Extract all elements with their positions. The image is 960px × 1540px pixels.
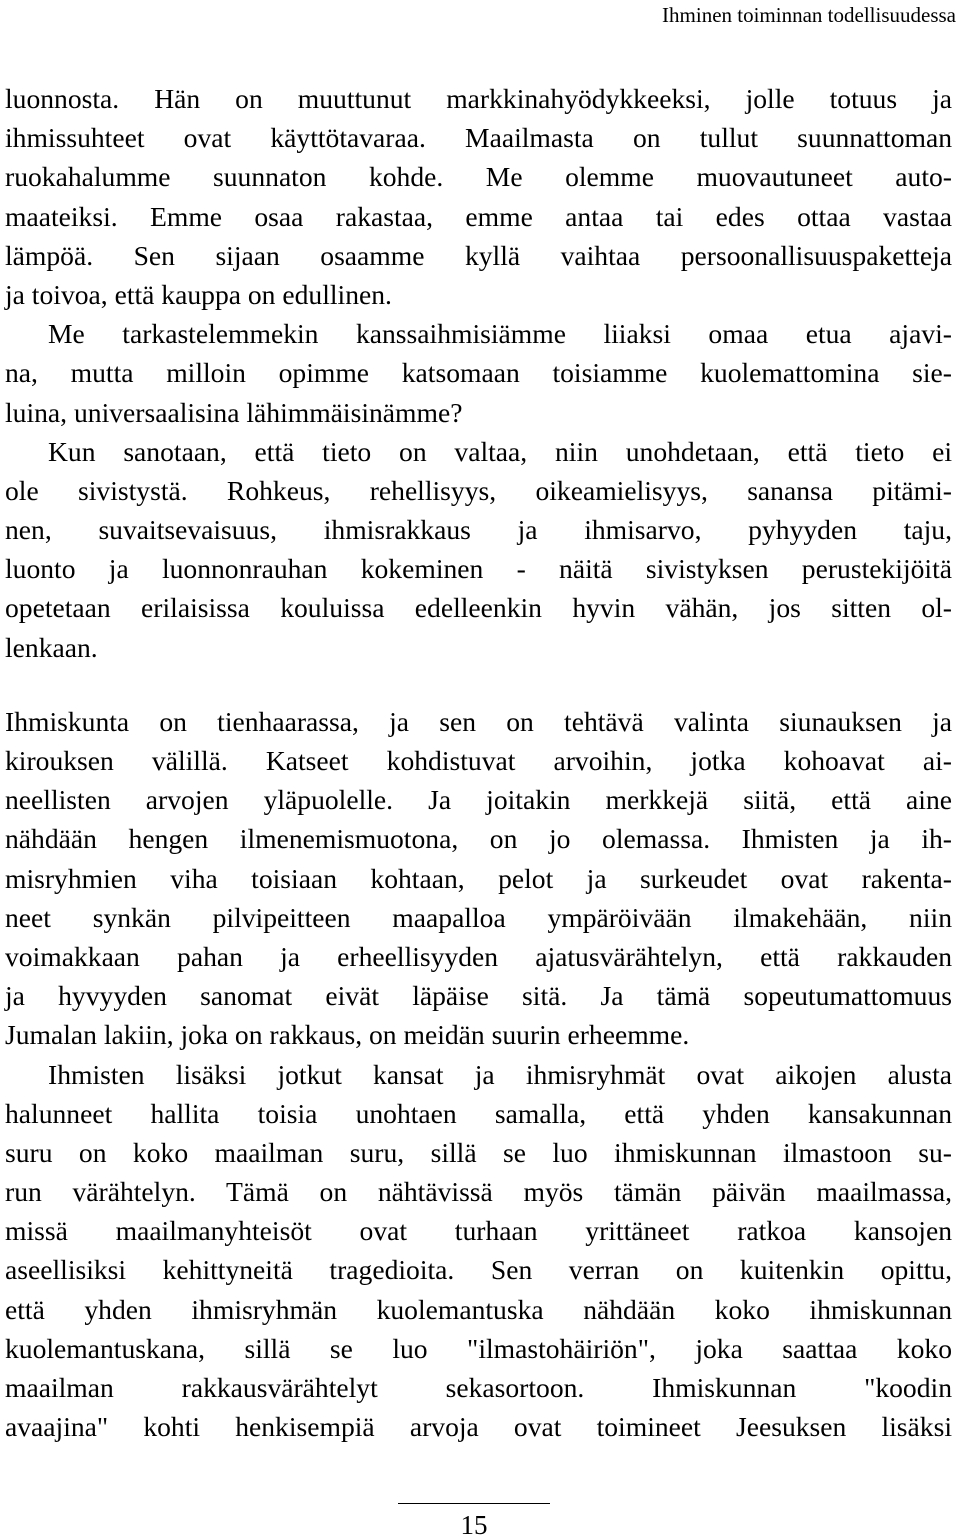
text-line: Ihmiskunta on tienhaarassa, ja sen on tehtävä valinta siunauksen ja [5,705,952,737]
text-line: Me tarkastelemmekin kanssaihmisiämme liiaksi omaa etua ajavi- [48,318,952,350]
text-line: Kun sanotaan, että tieto on valtaa, niin unohdetaan, että tieto ei [48,435,952,467]
text-line: nähdään hengen ilmenemismuotona, on jo olemassa. Ihmisten ja ih- [5,823,952,855]
text-line: maailman rakkausvärähtelyt sekasortoon. Ihmiskunnan "koodin [5,1372,952,1403]
text-line: opetetaan erilaisissa kouluissa edelleenkin hyvin vähän, jos sitten ol- [5,592,952,624]
text-block-1 [5,79,952,667]
text-line: ruokahalumme suunnaton kohde. Me olemme muovautuneet auto- [5,161,952,193]
text-line: halunneet hallita toisia unohtaen samalla, että yhden kansakunnan [5,1097,952,1129]
text-line: lämpöä. Sen sijaan osaamme kyllä vaihtaa persoonallisuuspaketteja [5,239,952,271]
text-line: maateiksi. Emme osaa rakastaa, emme antaa tai edes ottaa vastaa [5,200,952,232]
text-line: suru on koko maailman suru, sillä se luo ihmiskunnan ilmastoon su- [5,1136,952,1168]
text-line: na, mutta milloin opimme katsomaan toisiamme kuolemattomina sie- [5,357,952,389]
text-line: nen, suvaitsevaisuus, ihmisrakkaus ja ihmisarvo, pyhyyden taju, [5,514,952,546]
text-line: voimakkaan pahan ja erheellisyyden ajatusvärähtelyn, että rakkauden [5,940,952,972]
text-line: luonnosta. Hän on muuttunut markkinahyödykkeeksi, jolle totuus ja [5,83,952,114]
text-line: ja hyvyyden sanomat eivät läpäise sitä. Ja tämä sopeutumattomuus [5,980,952,1012]
text-line: misryhmien viha toisiaan kohtaan, pelot ja surkeudet ovat rakenta- [5,862,952,894]
text-line: kirouksen välillä. Katseet kohdistuvat arvoihin, jotka kohoavat ai- [5,745,952,776]
text-line: aseellisiksi kehittyneitä tragedioita. Sen verran on kuitenkin opittu, [5,1254,952,1286]
text-line: että yhden ihmisryhmän kuolemantuska nähdään koko ihmiskunnan [5,1293,952,1325]
footer-rule [398,1503,550,1504]
text-line: luonto ja luonnonrauhan kokeminen - näitä sivistyksen perustekijöitä [5,553,952,585]
text-line: Jumalan lakiin, joka on rakkaus, on meidän suurin erheemme. [5,1019,690,1051]
text-line: neet synkän pilvipeitteen maapalloa ympäröivään ilmakehään, niin [5,901,952,933]
text-line: Ihmisten lisäksi jotkut kansat ja ihmisryhmät ovat aikojen alusta [48,1058,952,1090]
text-block-2 [5,702,952,1447]
text-line: ole sivistystä. Rohkeus, rehellisyys, oikeamielisyys, sanansa pitämi- [5,474,952,506]
text-line: kuolemantuskana, sillä se luo "ilmastohäiriön", joka saattaa koko [5,1332,952,1364]
text-line: avaajina" kohti henkisempiä arvoja ovat toimineet Jeesuksen lisäksi [5,1411,952,1443]
page-number: 15 [460,1510,488,1540]
text-line: run värähtelyn. Tämä on nähtävissä myös tämän päivän maailmassa, [5,1176,952,1208]
text-line: ihmissuhteet ovat käyttötavaraa. Maailmasta on tullut suunnattoman [5,122,952,154]
text-line: lenkaan. [5,631,98,663]
text-line: missä maailmanyhteisöt ovat turhaan yrittäneet ratkoa kansojen [5,1215,952,1247]
text-line: luina, universaalisina lähimmäisinämme? [5,396,463,428]
text-line: neellisten arvojen yläpuolelle. Ja joitakin merkkejä siitä, että aine [5,784,952,816]
page-body [5,79,952,1446]
paragraph-gap [5,667,952,702]
running-header: Ihminen toiminnan todellisuudessa [662,3,956,27]
text-line: ja toivoa, että kauppa on edullinen. [5,278,392,310]
